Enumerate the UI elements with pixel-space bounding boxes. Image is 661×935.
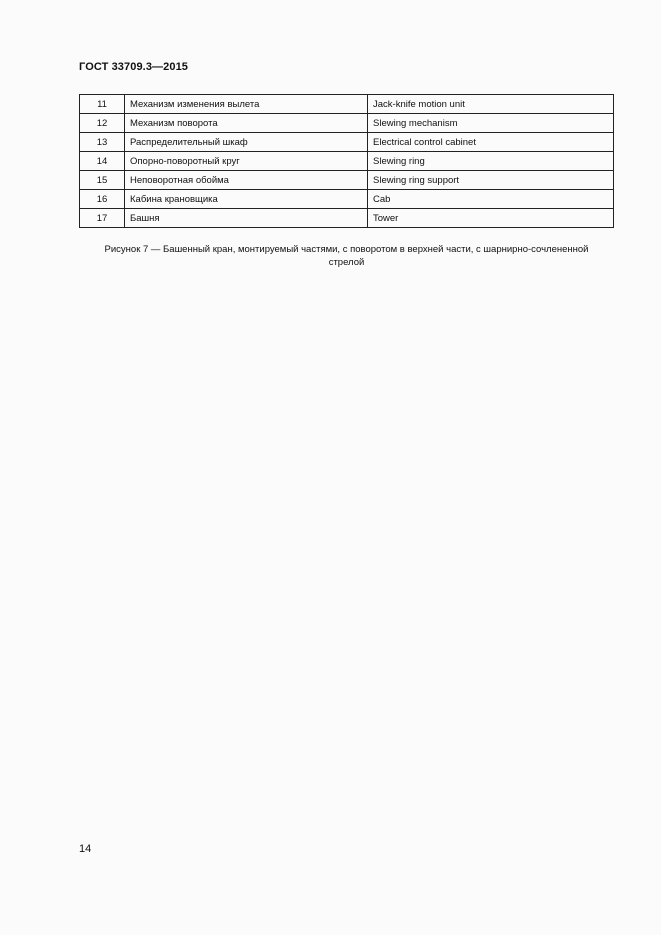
term-english: Slewing ring bbox=[368, 152, 614, 171]
term-russian: Неповоротная обойма bbox=[125, 171, 368, 190]
figure-caption-line-1: Рисунок 7 — Башенный кран, монтируемый частями, с поворотом в верхней части, с шарнирно-сочлененной bbox=[104, 244, 589, 255]
term-russian: Механизм поворота bbox=[125, 114, 368, 133]
term-english: Cab bbox=[368, 190, 614, 209]
document-header-standard-code: ГОСТ 33709.3—2015 bbox=[79, 61, 189, 73]
row-number: 12 bbox=[80, 114, 125, 133]
term-russian: Кабина крановщика bbox=[125, 190, 368, 209]
terms-table bbox=[79, 94, 614, 228]
page-number: 14 bbox=[79, 843, 92, 855]
figure-caption-line-2: стрелой bbox=[328, 256, 365, 268]
row-number: 14 bbox=[80, 152, 125, 171]
term-english: Tower bbox=[368, 209, 614, 228]
term-english: Slewing mechanism bbox=[368, 114, 614, 133]
term-russian: Механизм изменения вылета bbox=[125, 95, 368, 114]
row-number: 11 bbox=[80, 95, 125, 114]
term-english: Slewing ring support bbox=[368, 171, 614, 190]
row-number: 16 bbox=[80, 190, 125, 209]
row-number: 13 bbox=[80, 133, 125, 152]
row-number: 17 bbox=[80, 209, 125, 228]
term-russian: Башня bbox=[125, 209, 368, 228]
table-row bbox=[80, 171, 614, 190]
table-row bbox=[80, 190, 614, 209]
table-row bbox=[80, 114, 614, 133]
table-row bbox=[80, 152, 614, 171]
table-row bbox=[80, 95, 614, 114]
term-russian: Опорно-поворотный круг bbox=[125, 152, 368, 171]
term-english: Electrical control cabinet bbox=[368, 133, 614, 152]
term-russian: Распределительный шкаф bbox=[125, 133, 368, 152]
row-number: 15 bbox=[80, 171, 125, 190]
table-row bbox=[80, 209, 614, 228]
term-english: Jack-knife motion unit bbox=[368, 95, 614, 114]
figure-caption bbox=[79, 244, 614, 269]
table-row bbox=[80, 133, 614, 152]
